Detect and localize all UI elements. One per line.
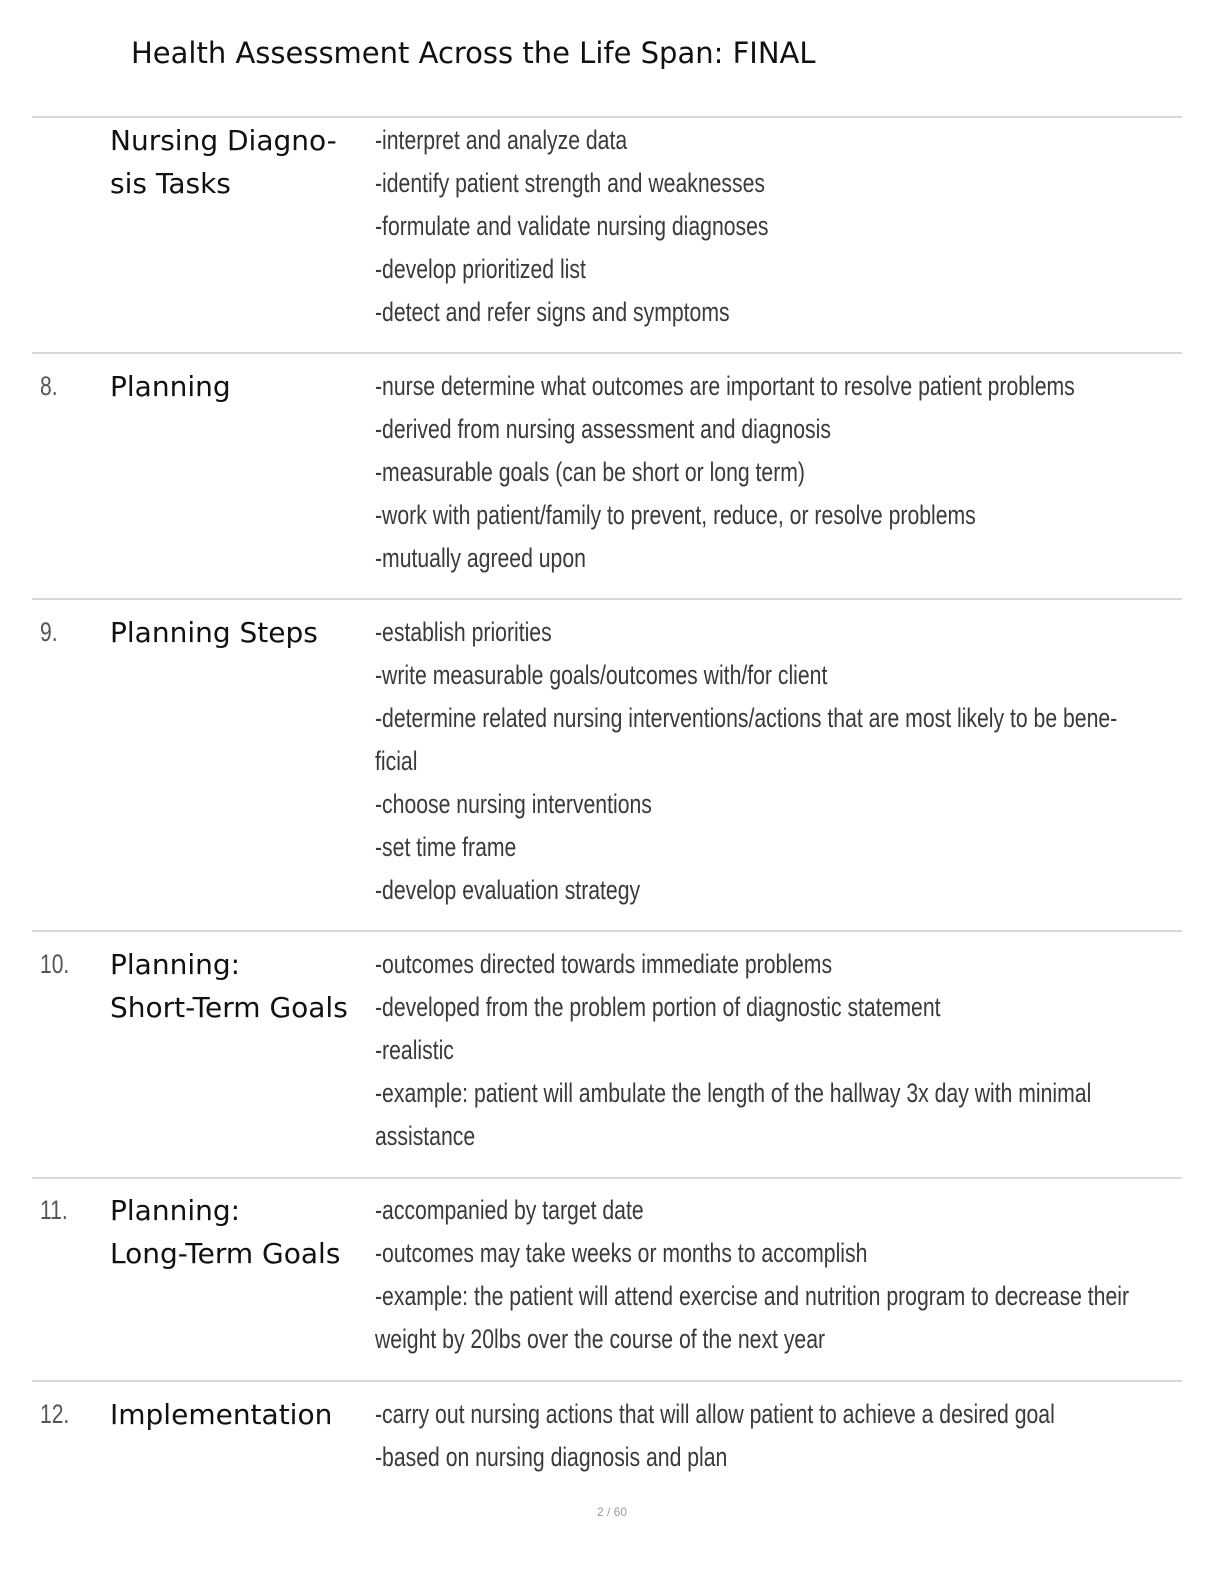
definition-line: -accompanied by target date bbox=[375, 1195, 644, 1225]
definition-line: -based on nursing diagnosis and plan bbox=[375, 1442, 728, 1472]
definition-line: -write measurable goals/outcomes with/for client bbox=[375, 660, 828, 690]
term-definition bbox=[375, 119, 1160, 334]
definition-line: -developed from the problem portion of diagnostic statement bbox=[375, 992, 941, 1022]
row-divider bbox=[32, 930, 1182, 932]
definition-line: -determine related nursing interventions/actions that are most likely to be bene- bbox=[375, 703, 1118, 733]
term-definition bbox=[375, 943, 1160, 1158]
definition-line: -measurable goals (can be short or long term) bbox=[375, 457, 805, 487]
definition-line: -derived from nursing assessment and diagnosis bbox=[375, 414, 831, 444]
term-definition bbox=[375, 365, 1160, 580]
term-title bbox=[110, 119, 372, 205]
row-divider bbox=[32, 1380, 1182, 1382]
term-title-line: Long-Term Goals bbox=[110, 1237, 341, 1270]
definition-line: -outcomes directed towards immediate problems bbox=[375, 949, 833, 979]
definition-line: -nurse determine what outcomes are important to resolve patient problems bbox=[375, 371, 1075, 401]
term-definition bbox=[375, 1393, 1160, 1479]
term-definition bbox=[375, 611, 1160, 912]
page-indicator: 2 / 60 bbox=[596, 1505, 628, 1519]
definition-line: ficial bbox=[375, 746, 418, 776]
term-definition bbox=[375, 1189, 1160, 1361]
term-number: 12. bbox=[40, 1399, 70, 1429]
row-divider bbox=[32, 116, 1182, 118]
row-divider bbox=[32, 352, 1182, 354]
term-title-line: sis Tasks bbox=[110, 167, 231, 200]
term-title-line: Planning: bbox=[110, 1194, 241, 1227]
term-title bbox=[110, 611, 372, 654]
term-title-line: Planning: bbox=[110, 948, 241, 981]
definition-line: -realistic bbox=[375, 1035, 454, 1065]
definition-line: weight by 20lbs over the course of the next year bbox=[375, 1324, 826, 1354]
definition-line: -develop evaluation strategy bbox=[375, 875, 641, 905]
term-title bbox=[110, 1393, 372, 1436]
definition-line: -formulate and validate nursing diagnoses bbox=[375, 211, 769, 241]
definition-line: -outcomes may take weeks or months to accomplish bbox=[375, 1238, 868, 1268]
definition-line: -develop prioritized list bbox=[375, 254, 586, 284]
definition-line: -mutually agreed upon bbox=[375, 543, 586, 573]
definition-line: -choose nursing interventions bbox=[375, 789, 652, 819]
definition-line: -set time frame bbox=[375, 832, 517, 862]
term-title-line: Nursing Diagno- bbox=[110, 124, 337, 157]
page-title: Health Assessment Across the Life Span: FINAL bbox=[131, 36, 816, 70]
term-number: 10. bbox=[40, 949, 70, 979]
term-number: 9. bbox=[40, 617, 58, 647]
definition-line: -work with patient/family to prevent, reduce, or resolve problems bbox=[375, 500, 976, 530]
row-divider bbox=[32, 1177, 1182, 1179]
term-title-line: Implementation bbox=[110, 1398, 333, 1431]
term-title bbox=[110, 1189, 372, 1275]
term-title-line: Planning Steps bbox=[110, 616, 318, 649]
term-title bbox=[110, 943, 372, 1029]
definition-line: -example: the patient will attend exercise and nutrition program to decrease their bbox=[375, 1281, 1130, 1311]
definition-line: -detect and refer signs and symptoms bbox=[375, 297, 730, 327]
definition-line: -example: patient will ambulate the length of the hallway 3x day with minimal bbox=[375, 1078, 1092, 1108]
definition-line: -identify patient strength and weaknesses bbox=[375, 168, 765, 198]
definition-line: -carry out nursing actions that will allow patient to achieve a desired goal bbox=[375, 1399, 1055, 1429]
definition-line: -establish priorities bbox=[375, 617, 552, 647]
term-title bbox=[110, 365, 372, 408]
term-title-line: Short-Term Goals bbox=[110, 991, 348, 1024]
definition-line: -interpret and analyze data bbox=[375, 125, 628, 155]
term-number: 8. bbox=[40, 371, 58, 401]
row-divider bbox=[32, 598, 1182, 600]
term-number: 11. bbox=[40, 1195, 68, 1225]
definition-line: assistance bbox=[375, 1121, 476, 1151]
term-title-line: Planning bbox=[110, 370, 231, 403]
